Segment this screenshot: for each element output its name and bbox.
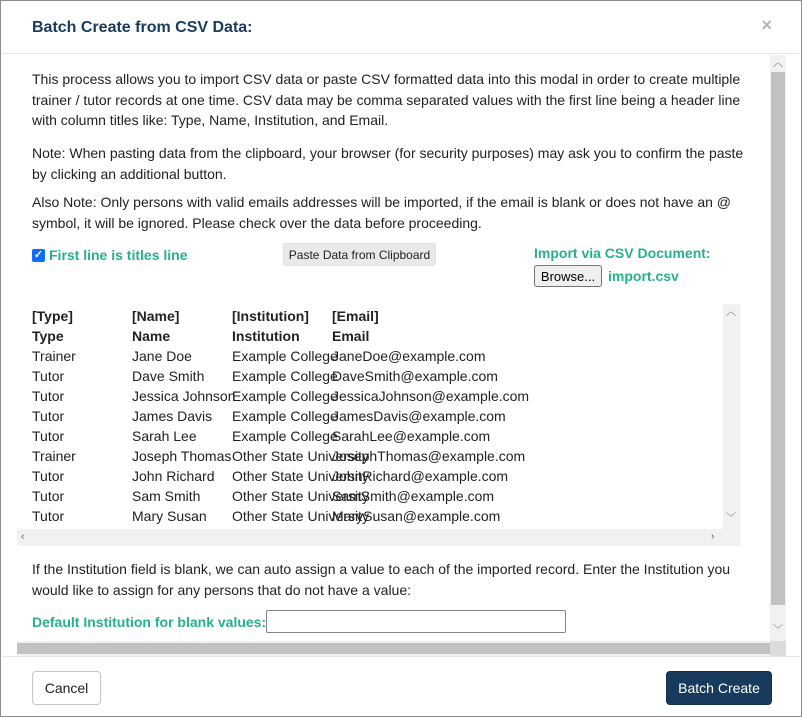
body-scroll-corner bbox=[770, 641, 786, 656]
table-cell: Jane Doe bbox=[132, 348, 192, 364]
table-cell: Institution bbox=[232, 328, 300, 344]
close-icon[interactable]: × bbox=[761, 15, 772, 35]
table-cell: Name bbox=[132, 328, 171, 344]
clipboard-note: Note: When pasting data from the clipboard, your browser (for security purposes) may ask you to confirm the paste by clicking an additional button. bbox=[32, 145, 744, 182]
table-cell: Tutor bbox=[32, 428, 65, 444]
table-cell: JaneDoe@example.com bbox=[332, 348, 486, 364]
body-hscroll-thumb[interactable] bbox=[17, 643, 770, 654]
table-cell: Trainer bbox=[32, 348, 76, 364]
table-cell: SarahLee@example.com bbox=[332, 428, 491, 444]
batch-create-button[interactable]: Batch Create bbox=[666, 671, 772, 705]
table-cell: JohnRichard@example.com bbox=[332, 468, 509, 484]
default-institution-row bbox=[32, 610, 566, 633]
table-cell: JamesDavis@example.com bbox=[332, 408, 506, 424]
table-cell: James Davis bbox=[132, 408, 213, 424]
table-cell: Tutor bbox=[32, 368, 65, 384]
intro-paragraph: This process allows you to import CSV data or paste CSV formatted data into this modal in order to create multiple trainer / tutor records at one time. CSV data may be comma separated values with the first line being a header line with column titles like: Type, Name, Institution, and Email. bbox=[32, 71, 741, 128]
scroll-right-icon[interactable]: › bbox=[711, 531, 715, 542]
table-header-row bbox=[32, 306, 432, 326]
csv-preview-table[interactable] bbox=[17, 304, 740, 546]
table-cell: DaveSmith@example.com bbox=[332, 368, 498, 384]
table-row bbox=[32, 326, 432, 346]
modal-body-content bbox=[17, 55, 770, 641]
table-row bbox=[32, 486, 495, 506]
table-cell: John Richard bbox=[132, 468, 215, 484]
table-horizontal-scrollbar[interactable] bbox=[17, 529, 723, 546]
table-cell: Example College bbox=[232, 348, 338, 364]
table-cell: Example College bbox=[232, 408, 338, 424]
column-header: [Name] bbox=[132, 308, 180, 324]
scroll-up-icon[interactable]: ︿ bbox=[773, 58, 783, 69]
table-vertical-scrollbar[interactable] bbox=[723, 304, 740, 529]
table-cell: Dave Smith bbox=[132, 368, 205, 384]
table-cell: Type bbox=[32, 328, 64, 344]
table-cell: Other State University bbox=[232, 508, 369, 524]
table-cell: Email bbox=[332, 328, 370, 344]
scroll-up-icon[interactable]: ︿ bbox=[726, 307, 736, 318]
body-vertical-scrollbar[interactable] bbox=[770, 55, 786, 641]
email-note: Also Note: Only persons with valid emails addresses will be imported, if the email is blank or does not have an @ symbol, it will be ignored. Please check over the data before proceeding. bbox=[32, 194, 731, 231]
import-csv-label: Import via CSV Document: bbox=[534, 245, 711, 261]
table-cell: MarySusan@example.com bbox=[332, 508, 501, 524]
table-cell: JessicaJohnson@example.com bbox=[332, 388, 530, 404]
table-row bbox=[32, 346, 486, 366]
table-cell: Sam Smith bbox=[132, 488, 201, 504]
cancel-button[interactable]: Cancel bbox=[32, 671, 101, 705]
browse-button[interactable]: Browse... bbox=[534, 265, 602, 287]
table-cell: Example College bbox=[232, 428, 338, 444]
first-line-titles-checkbox[interactable]: ✓ bbox=[33, 248, 44, 261]
table-cell: Example College bbox=[232, 388, 338, 404]
body-horizontal-scrollbar[interactable] bbox=[17, 641, 770, 656]
footer-divider bbox=[2, 656, 800, 657]
table-cell: Tutor bbox=[32, 488, 65, 504]
table-cell: Sarah Lee bbox=[132, 428, 197, 444]
csv-table-rows bbox=[32, 306, 530, 526]
column-header: [Institution] bbox=[232, 308, 309, 324]
scroll-down-icon[interactable]: ﹀ bbox=[726, 513, 736, 524]
body-scroll-thumb[interactable] bbox=[771, 72, 785, 605]
selected-file-name: import.csv bbox=[608, 268, 679, 284]
table-cell: Jessica Johnson bbox=[132, 388, 236, 404]
modal-title: Batch Create from CSV Data: bbox=[32, 19, 253, 36]
column-header: [Email] bbox=[332, 308, 379, 324]
table-cell: Tutor bbox=[32, 508, 65, 524]
column-header: [Type] bbox=[32, 308, 73, 324]
institution-paragraph: If the Institution field is blank, we can auto assign a value to each of the imported record. Enter the Institution you would like to assign for any persons that do not have a value: bbox=[32, 561, 731, 598]
table-row bbox=[32, 446, 526, 466]
table-row bbox=[32, 406, 506, 426]
table-cell: Joseph Thomas bbox=[132, 448, 232, 464]
table-cell: SamSmith@example.com bbox=[332, 488, 495, 504]
table-cell: Other State University bbox=[232, 468, 369, 484]
table-row bbox=[32, 506, 501, 526]
table-cell: Trainer bbox=[32, 448, 76, 464]
table-row bbox=[32, 466, 509, 486]
paste-clipboard-button[interactable]: Paste Data from Clipboard bbox=[283, 243, 436, 266]
modal-header bbox=[2, 2, 800, 54]
default-institution-label: Default Institution for blank values: bbox=[32, 613, 267, 630]
table-cell: JosephThomas@example.com bbox=[332, 448, 526, 464]
table-cell: Example College bbox=[232, 368, 338, 384]
table-cell: Other State University bbox=[232, 488, 369, 504]
table-cell: Tutor bbox=[32, 468, 65, 484]
table-cell: Tutor bbox=[32, 408, 65, 424]
table-scroll-corner bbox=[723, 529, 740, 546]
table-row bbox=[32, 366, 498, 386]
scroll-down-icon[interactable]: ﹀ bbox=[773, 625, 783, 636]
first-line-titles-row[interactable] bbox=[32, 247, 187, 263]
table-cell: Mary Susan bbox=[132, 508, 207, 524]
table-row bbox=[32, 426, 491, 446]
modal-body[interactable] bbox=[17, 55, 786, 656]
table-cell: Tutor bbox=[32, 388, 65, 404]
default-institution-input[interactable] bbox=[266, 610, 566, 633]
table-cell: Other State University bbox=[232, 448, 369, 464]
first-line-titles-label[interactable]: First line is titles line bbox=[49, 247, 188, 263]
scroll-left-icon[interactable]: ‹ bbox=[21, 531, 25, 542]
table-row bbox=[32, 386, 530, 406]
